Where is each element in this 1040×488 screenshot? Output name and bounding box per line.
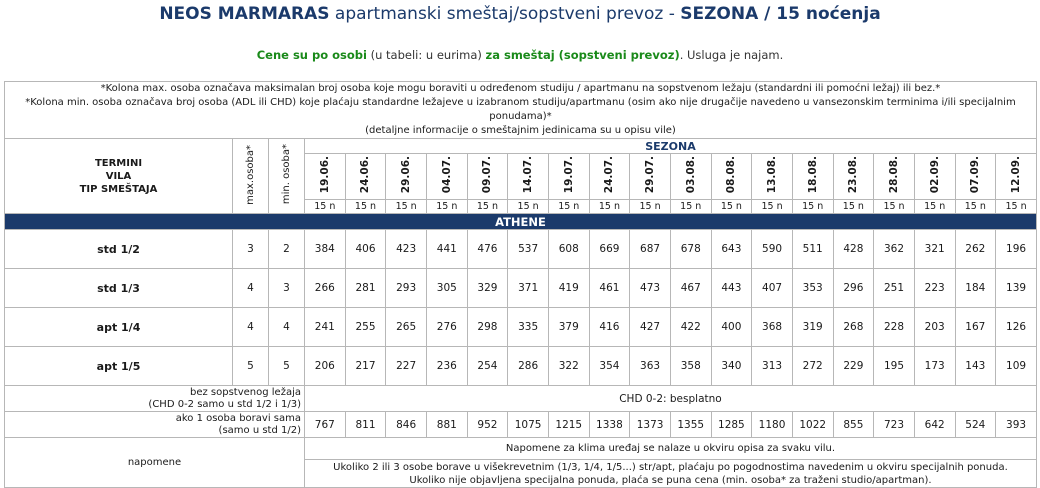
nights-cell: 15 n <box>467 200 508 214</box>
price-cell: 196 <box>996 230 1037 269</box>
price-cell: 354 <box>589 347 630 386</box>
price-cell: 167 <box>955 308 996 347</box>
nights-cell: 15 n <box>874 200 915 214</box>
price-cell: 272 <box>792 347 833 386</box>
no-bed-label-line1: bez sopstvenog ležaja <box>189 386 301 398</box>
price-cell: 223 <box>914 269 955 308</box>
price-cell: 384 <box>305 230 346 269</box>
nights-cell: 15 n <box>670 200 711 214</box>
section-athene: ATHENE <box>5 214 1037 230</box>
nights-cell: 15 n <box>630 200 671 214</box>
header-labels <box>5 139 233 214</box>
room-max: 3 <box>233 230 269 269</box>
date-label: 14.07. <box>522 156 535 194</box>
page-title <box>0 4 1040 24</box>
price-cell: 228 <box>874 308 915 347</box>
date-cell <box>589 154 630 200</box>
room-row <box>5 230 1037 269</box>
date-label: 08.08. <box>725 156 738 194</box>
section-row <box>5 214 1037 230</box>
nights-cell: 15 n <box>386 200 427 214</box>
single-price-cell: 855 <box>833 412 874 438</box>
room-row <box>5 269 1037 308</box>
price-cell: 423 <box>386 230 427 269</box>
note-min-persons: *Kolona min. osoba označava broj osoba (ADL ili CHD) koje plaćaju standardne ležajeve u izabranom studiju/apartmanu (osim ako nije drugačije navedeno u vansezonskim terminima i/ili specijalnim ponudama)* <box>25 97 1016 122</box>
single-price-cell: 767 <box>305 412 346 438</box>
price-cell: 109 <box>996 347 1037 386</box>
date-cell <box>670 154 711 200</box>
note-details: (detaljne informacije o smeštajnim jedinicama su u opisu vile) <box>365 125 676 136</box>
season-header-row <box>5 139 1037 154</box>
single-label <box>5 412 305 438</box>
title-destination: NEOS MARMARAS <box>159 4 330 24</box>
max-persons-header <box>233 139 269 214</box>
date-cell <box>955 154 996 200</box>
price-cell: 229 <box>833 347 874 386</box>
price-cell: 687 <box>630 230 671 269</box>
napomene-label: napomene <box>5 438 305 488</box>
price-cell: 358 <box>670 347 711 386</box>
price-cell: 467 <box>670 269 711 308</box>
date-cell <box>874 154 915 200</box>
single-price-cell: 1022 <box>792 412 833 438</box>
date-label: 28.08. <box>888 156 901 194</box>
date-label: 23.08. <box>847 156 860 194</box>
nights-cell: 15 n <box>589 200 630 214</box>
price-cell: 227 <box>386 347 427 386</box>
price-cell: 427 <box>630 308 671 347</box>
nights-cell: 15 n <box>752 200 793 214</box>
single-price-cell: 1355 <box>670 412 711 438</box>
date-cell <box>305 154 346 200</box>
room-min: 5 <box>269 347 305 386</box>
room-min: 2 <box>269 230 305 269</box>
single-price-cell: 723 <box>874 412 915 438</box>
price-cell: 195 <box>874 347 915 386</box>
nights-cell: 15 n <box>548 200 589 214</box>
price-cell: 251 <box>874 269 915 308</box>
date-label: 12.09. <box>1010 156 1023 194</box>
date-cell <box>914 154 955 200</box>
price-cell: 511 <box>792 230 833 269</box>
napomene-special-line2: Ukoliko nije objavljena specijalna ponuda, plaća se puna cena (min. osoba* za traženi studio/apartman). <box>409 474 932 486</box>
single-label-line2: (samo u std 1/2) <box>218 424 301 436</box>
price-cell: 441 <box>426 230 467 269</box>
price-cell: 139 <box>996 269 1037 308</box>
single-price-cell: 846 <box>386 412 427 438</box>
date-label: 29.07. <box>644 156 657 194</box>
price-cell: 184 <box>955 269 996 308</box>
single-price-cell: 811 <box>345 412 386 438</box>
date-cell <box>711 154 752 200</box>
price-cell: 217 <box>345 347 386 386</box>
no-bed-label <box>5 386 305 412</box>
date-label: 24.07. <box>603 156 616 194</box>
price-cell: 443 <box>711 269 752 308</box>
single-price-cell: 524 <box>955 412 996 438</box>
single-price-cell: 1285 <box>711 412 752 438</box>
date-cell <box>508 154 549 200</box>
price-cell: 296 <box>833 269 874 308</box>
room-type: apt 1/4 <box>5 308 233 347</box>
date-label: 04.07. <box>440 156 453 194</box>
header-vila: VILA <box>105 170 132 182</box>
room-row <box>5 308 1037 347</box>
date-cell <box>752 154 793 200</box>
single-price-cell: 1373 <box>630 412 671 438</box>
price-cell: 265 <box>386 308 427 347</box>
date-label: 03.08. <box>684 156 697 194</box>
price-cell: 428 <box>833 230 874 269</box>
price-cell: 203 <box>914 308 955 347</box>
room-type: std 1/2 <box>5 230 233 269</box>
price-cell: 236 <box>426 347 467 386</box>
price-cell: 206 <box>305 347 346 386</box>
price-cell: 400 <box>711 308 752 347</box>
date-cell <box>386 154 427 200</box>
price-cell: 371 <box>508 269 549 308</box>
price-cell: 329 <box>467 269 508 308</box>
price-cell: 461 <box>589 269 630 308</box>
single-label-line1: ako 1 osoba boravi sama <box>175 412 301 424</box>
date-label: 13.08. <box>766 156 779 194</box>
nights-cell: 15 n <box>792 200 833 214</box>
price-cell: 293 <box>386 269 427 308</box>
price-cell: 476 <box>467 230 508 269</box>
price-cell: 590 <box>752 230 793 269</box>
single-price-cell: 393 <box>996 412 1037 438</box>
price-cell: 669 <box>589 230 630 269</box>
price-cell: 362 <box>874 230 915 269</box>
price-cell: 321 <box>914 230 955 269</box>
date-label: 02.09. <box>928 156 941 194</box>
title-description: apartmanski smeštaj/sopstveni prevoz - <box>329 4 681 24</box>
price-cell: 281 <box>345 269 386 308</box>
single-price-cell: 642 <box>914 412 955 438</box>
min-persons-label: min. osoba* <box>281 144 292 205</box>
date-cell <box>833 154 874 200</box>
price-cell: 126 <box>996 308 1037 347</box>
price-cell: 407 <box>752 269 793 308</box>
header-termini: TERMINI <box>94 157 143 169</box>
room-type: apt 1/5 <box>5 347 233 386</box>
date-label: 09.07. <box>481 156 494 194</box>
price-cell: 608 <box>548 230 589 269</box>
room-max: 4 <box>233 269 269 308</box>
subtitle-per-person: Cene su po osobi <box>256 48 367 62</box>
note-max-persons: *Kolona max. osoba označava maksimalan broj osoba koje mogu boraviti u određenom studiju / apartmanu na sopstvenom ležaju (standardni ili pomoćni ležaj) ili bez.* <box>100 83 941 94</box>
single-price-cell: 1338 <box>589 412 630 438</box>
room-row <box>5 347 1037 386</box>
room-type: std 1/3 <box>5 269 233 308</box>
nights-cell: 15 n <box>833 200 874 214</box>
single-price-cell: 881 <box>426 412 467 438</box>
title-season: SEZONA / 15 noćenja <box>680 4 881 24</box>
price-cell: 406 <box>345 230 386 269</box>
nights-cell: 15 n <box>711 200 752 214</box>
nights-cell: 15 n <box>508 200 549 214</box>
room-min: 3 <box>269 269 305 308</box>
date-cell <box>630 154 671 200</box>
date-cell <box>345 154 386 200</box>
date-cell <box>548 154 589 200</box>
price-cell: 173 <box>914 347 955 386</box>
season-label: SEZONA <box>305 139 1037 154</box>
single-price-cell: 1215 <box>548 412 589 438</box>
no-bed-label-line2: (CHD 0-2 samo u std 1/2 i 1/3) <box>148 398 301 410</box>
price-cell: 643 <box>711 230 752 269</box>
date-label: 18.08. <box>806 156 819 194</box>
nights-cell: 15 n <box>345 200 386 214</box>
nights-cell: 15 n <box>955 200 996 214</box>
single-price-cell: 1180 <box>752 412 793 438</box>
single-price-cell: 952 <box>467 412 508 438</box>
room-max: 4 <box>233 308 269 347</box>
max-persons-label: max.osoba* <box>245 144 256 205</box>
price-cell: 353 <box>792 269 833 308</box>
price-cell: 473 <box>630 269 671 308</box>
nights-cell: 15 n <box>914 200 955 214</box>
date-label: 07.09. <box>969 156 982 194</box>
notes-row <box>5 82 1037 139</box>
price-cell: 416 <box>589 308 630 347</box>
price-cell: 276 <box>426 308 467 347</box>
price-cell: 313 <box>752 347 793 386</box>
price-cell: 678 <box>670 230 711 269</box>
price-cell: 254 <box>467 347 508 386</box>
subtitle-service: . Usluga je najam. <box>679 48 784 62</box>
nights-cell: 15 n <box>996 200 1037 214</box>
price-subtitle <box>0 48 1040 62</box>
single-row <box>5 412 1037 438</box>
napomene-special-line1: Ukoliko 2 ili 3 osobe borave u višekrevetnim (1/3, 1/4, 1/5...) str/apt, plaćaju po pogodnostima navedenim u okviru specijalnih ponuda. <box>333 461 1008 473</box>
date-label: 24.06. <box>359 156 372 194</box>
napomene-row <box>5 438 1037 460</box>
no-bed-value: CHD 0-2: besplatno <box>305 386 1037 412</box>
header-tip-smestaja: TIP SMEŠTAJA <box>79 183 158 195</box>
price-cell: 419 <box>548 269 589 308</box>
price-cell: 335 <box>508 308 549 347</box>
single-price-cell: 1075 <box>508 412 549 438</box>
price-cell: 422 <box>670 308 711 347</box>
price-cell: 241 <box>305 308 346 347</box>
subtitle-accommodation: za smeštaj (sopstveni prevoz) <box>485 48 680 62</box>
price-cell: 266 <box>305 269 346 308</box>
room-max: 5 <box>233 347 269 386</box>
date-cell <box>426 154 467 200</box>
price-table <box>4 81 1037 488</box>
price-cell: 262 <box>955 230 996 269</box>
price-cell: 340 <box>711 347 752 386</box>
date-cell <box>467 154 508 200</box>
price-cell: 298 <box>467 308 508 347</box>
date-cell <box>792 154 833 200</box>
price-cell: 305 <box>426 269 467 308</box>
nights-cell: 15 n <box>305 200 346 214</box>
date-label: 19.06. <box>318 156 331 194</box>
price-cell: 143 <box>955 347 996 386</box>
room-min: 4 <box>269 308 305 347</box>
price-cell: 363 <box>630 347 671 386</box>
napomene-special <box>305 460 1037 488</box>
date-label: 29.06. <box>400 156 413 194</box>
price-cell: 537 <box>508 230 549 269</box>
price-cell: 319 <box>792 308 833 347</box>
subtitle-currency: (u tabeli: u eurima) <box>366 48 486 62</box>
napomene-climate: Napomene za klima uređaj se nalaze u okviru opisa za svaku vilu. <box>305 438 1037 460</box>
price-cell: 286 <box>508 347 549 386</box>
no-bed-row <box>5 386 1037 412</box>
price-cell: 255 <box>345 308 386 347</box>
min-persons-header <box>269 139 305 214</box>
price-cell: 379 <box>548 308 589 347</box>
price-cell: 368 <box>752 308 793 347</box>
price-cell: 268 <box>833 308 874 347</box>
date-cell <box>996 154 1037 200</box>
nights-cell: 15 n <box>426 200 467 214</box>
price-cell: 322 <box>548 347 589 386</box>
date-label: 19.07. <box>562 156 575 194</box>
